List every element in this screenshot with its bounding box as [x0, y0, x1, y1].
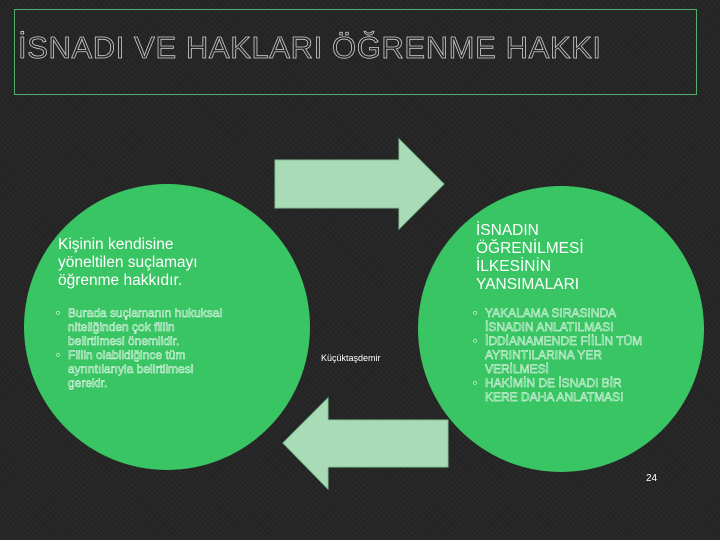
right-heading-line: ÖĞRENİLMESİ: [476, 240, 584, 257]
author-label: Küçüktaşdemir: [321, 353, 381, 363]
left-heading-line: yöneltilen suçlamayı: [58, 254, 198, 271]
page-number: 24: [646, 473, 658, 484]
list-item: • YAKALAMA SIRASINDA İSNADIN ANLATILMASI: [473, 306, 698, 334]
left-circle: [24, 184, 310, 470]
left-bullet-list: [56, 306, 286, 390]
list-item: • HAKİMİN DE İSNADI BİR KERE DAHA ANLATMASI: [473, 376, 698, 404]
right-circle-heading: [476, 222, 676, 294]
left-heading-line: Kişinin kendisine: [58, 236, 174, 253]
right-heading-line: YANSIMALARI: [476, 276, 580, 293]
right-arrow-icon: [274, 137, 448, 231]
left-arrow-icon: [280, 396, 450, 492]
right-bullet-list: [473, 306, 698, 404]
right-heading-line: İSNADIN: [476, 222, 539, 239]
list-item: • Fiilin olabildiğince tüm ayrıntılarıyla belirtilmesi gerekir.: [56, 348, 286, 390]
list-item: • İDDİANAMENDE FİİLİN TÜM AYRINTILARINA YER VERİLMESİ: [473, 334, 698, 376]
left-heading-line: öğrenme hakkıdır.: [58, 272, 183, 289]
left-circle-heading: [58, 236, 288, 290]
list-item: • Burada suçlamanın hukuksal niteliğinden çok fiilin belirtilmesi önemlidir.: [56, 306, 286, 348]
right-circle: [418, 186, 704, 472]
right-heading-line: İLKESİNİN: [476, 258, 551, 275]
slide-title: İSNADI VE HAKLARI ÖĞRENME HAKKI: [18, 30, 602, 65]
